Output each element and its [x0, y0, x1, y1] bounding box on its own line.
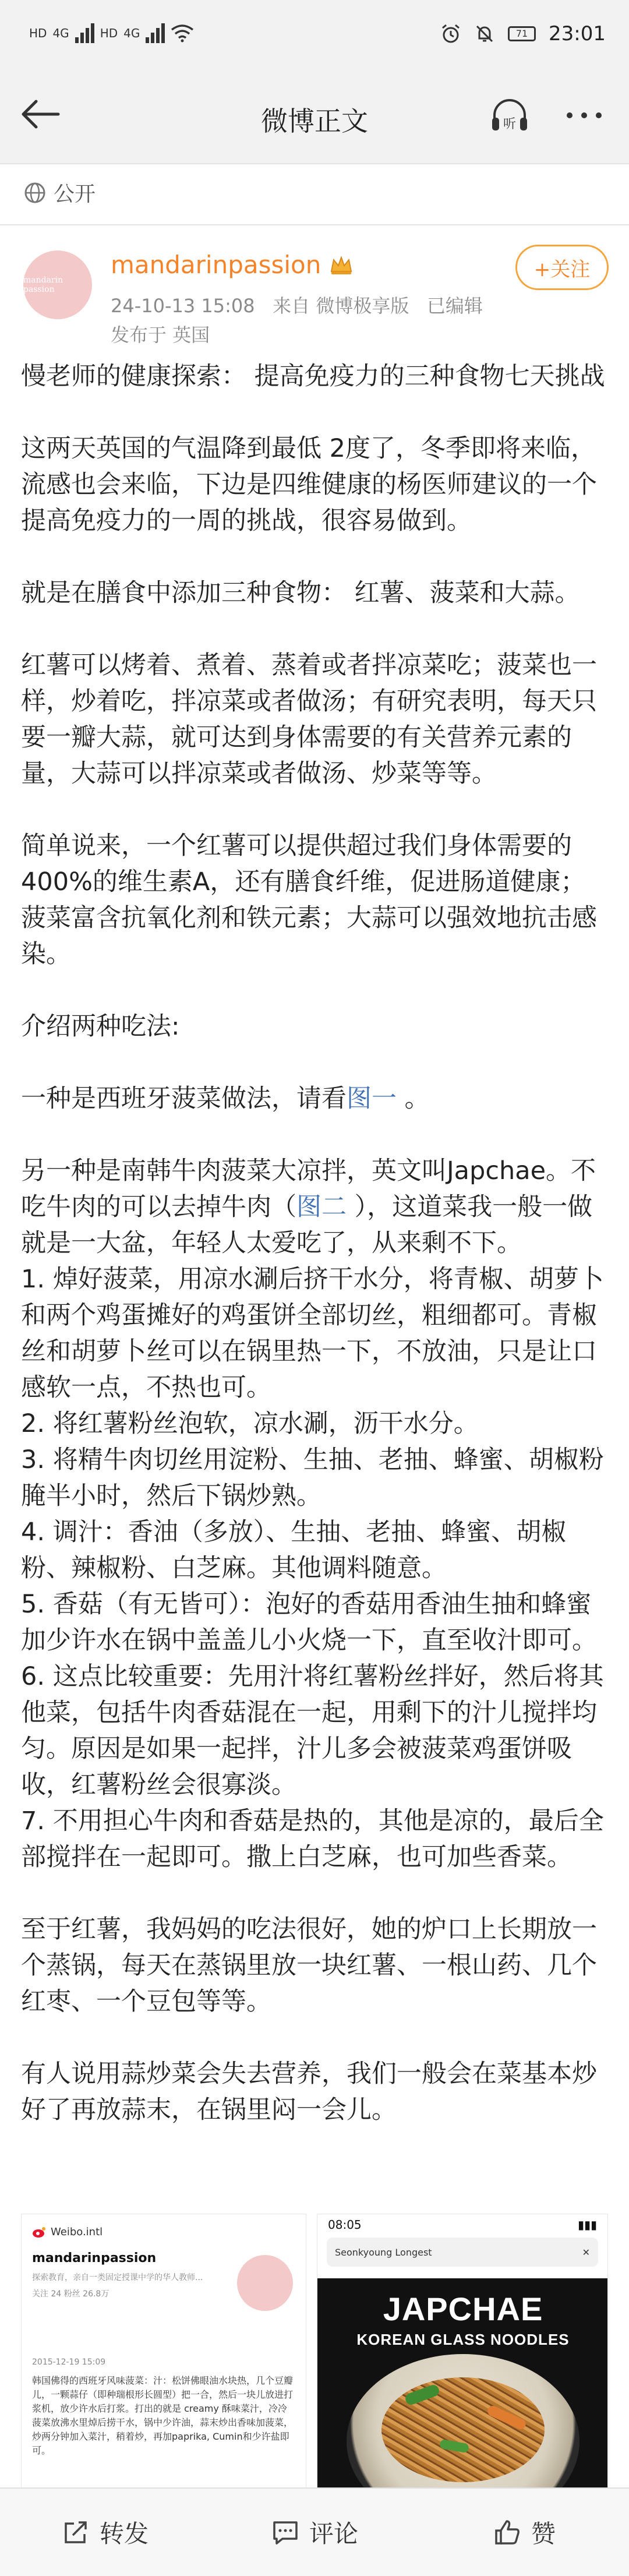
- image-one-link[interactable]: 图一: [347, 1084, 397, 1113]
- page-title: 微博正文: [261, 105, 368, 137]
- text: 另一种是南韩牛肉菠菜大凉拌，英文叫Japchae。不吃牛肉的可以去掉牛肉（: [21, 1156, 596, 1222]
- listen-label: 听: [503, 117, 517, 132]
- divider: [0, 224, 629, 225]
- inner-source: Seonkyoung Longest: [335, 2246, 432, 2258]
- author-avatar[interactable]: [23, 250, 92, 319]
- recipe-step: 5. 香菇（有无皆可）：泡好的香菇用香油生抽和蜂蜜加少许水在锅中盖盖儿小火烧一下，直至收汁即可。: [21, 1590, 597, 1655]
- avatar-text: mandarin passion: [23, 276, 63, 294]
- recipe-step: 1. 焯好菠菜，用凉水涮后挤干水分，将青椒、胡萝卜和两个鸡蛋摊好的鸡蛋饼全部切丝，粗细都可。青椒丝和胡萝卜丝可以在锅里热一下，不放油，只是让口感软一点，不热也可。: [21, 1265, 604, 1402]
- inner-status-bar: [317, 2214, 607, 2235]
- wifi-icon: [171, 24, 194, 43]
- post-source: 来自 微博极享版: [273, 295, 409, 317]
- comment-button[interactable]: [210, 2489, 419, 2576]
- paragraph: 红薯可以烤着、煮着、蒸着或者拌凉菜吃；菠菜也一样，炒着吃，拌凉菜或者做汤；有研究表明，每天只要一瓣大蒜，就可达到身体需要的有关营养元素的量，大蒜可以拌凉菜或者做汤、炒菜等等。: [21, 651, 597, 788]
- paragraph: 介绍两种吃法:: [21, 1012, 180, 1041]
- author-name-row[interactable]: [111, 250, 354, 279]
- alarm-icon: [440, 23, 461, 44]
- inner-title-bar: [327, 2238, 598, 2267]
- like-label: 赞: [531, 2519, 556, 2548]
- recipe-step: 2. 将红薯粉丝泡软，凉水涮，沥干水分。: [21, 1409, 479, 1438]
- japchae-subtitle: KOREAN GLASS NOODLES: [356, 2331, 570, 2348]
- photo-two[interactable]: [317, 2214, 608, 2517]
- bottom-action-bar: [0, 2487, 629, 2576]
- hd-label-2: HD: [100, 26, 118, 40]
- post-location: 发布于 英国: [111, 324, 210, 346]
- paragraph: [21, 1153, 609, 1261]
- paragraph: 有人说用蒜炒菜会失去营养，我们一般会在菜基本炒好了再放蒜末，在锅里闷一会儿。: [21, 2059, 597, 2125]
- profile-stats: 关注 24 粉丝 26.8万: [32, 2289, 109, 2299]
- weibo-app-label: [32, 2226, 295, 2238]
- more-options-icon[interactable]: [564, 110, 605, 121]
- photo-one[interactable]: [21, 2214, 306, 2517]
- battery-icon: 71: [508, 26, 536, 41]
- inner-signal: ▮▮▮: [577, 2218, 597, 2232]
- post-heading: 慢老师的健康探索： 提高免疫力的三种食物七天挑战: [21, 362, 605, 391]
- visibility-row: [23, 178, 96, 207]
- hd-label: HD: [29, 26, 47, 40]
- recipe-step: 7. 不用担心牛肉和香菇是热的，其他是凉的，最后全部搅拌在一起即可。撒上白芝麻，也可加些香菜。: [21, 1806, 604, 1872]
- post-meta: [111, 291, 483, 318]
- follow-button[interactable]: +关注: [515, 245, 609, 290]
- visibility-label: 公开: [54, 182, 96, 206]
- thumbs-up-icon: [493, 2518, 522, 2547]
- recipe-step: 3. 将精牛肉切丝用淀粉、生抽、老抽、蜂蜜、胡椒粉腌半小时，然后下锅炒熟。: [21, 1445, 604, 1511]
- paragraph: 至于红薯，我妈妈的吃法很好，她的炉口上长期放一个蒸锅，每天在蒸锅里放一块红薯、一根山药、几个红枣、一个豆包等等。: [21, 1915, 597, 2016]
- post-content: [21, 358, 609, 2128]
- author-name[interactable]: mandarinpassion: [111, 250, 321, 279]
- signal-icon: [75, 23, 94, 43]
- repost-button[interactable]: [0, 2489, 210, 2576]
- comment-label: 评论: [309, 2519, 358, 2548]
- inner-time: 08:05: [328, 2218, 362, 2232]
- text: 。: [397, 1084, 430, 1113]
- signal-icon-2: [146, 23, 165, 43]
- vip-crown-icon: [329, 254, 354, 276]
- paragraph: [21, 1081, 609, 1117]
- listen-headphones-icon[interactable]: [486, 92, 533, 139]
- noodles: [381, 2377, 545, 2482]
- profile-desc: 探索教育，亲自一类固定授课中学的华人教师...: [32, 2273, 203, 2282]
- network-label: 4G: [52, 26, 69, 40]
- paragraph: 这两天英国的气温降到最低 2度了，冬季即将来临，流感也会来临，下边是四维健康的杨医师建议的一个提高免疫力的一周的挑战，很容易做到。: [21, 434, 597, 535]
- nav-bar: [0, 70, 629, 163]
- inner-close-icon: ✕: [582, 2246, 590, 2258]
- photo-grid: [21, 2214, 608, 2517]
- divider: [0, 163, 629, 164]
- repost-icon: [61, 2518, 90, 2547]
- clock: 23:01: [549, 22, 606, 45]
- text: 一种是西班牙菠菜做法，请看: [21, 1084, 347, 1113]
- paragraph: 就是在膳食中添加三种食物： 红薯、菠菜和大蒜。: [21, 578, 580, 608]
- image-two-link[interactable]: 图二: [296, 1192, 347, 1222]
- mute-bell-icon: [474, 23, 495, 44]
- japchae-title: JAPCHAE: [383, 2291, 543, 2327]
- app-name: Weibo.intl: [51, 2226, 103, 2238]
- comment-icon: [271, 2518, 300, 2547]
- post-date: 2015-12-19 15:09: [32, 2358, 106, 2367]
- globe-icon: [23, 181, 47, 204]
- like-button[interactable]: [419, 2489, 629, 2576]
- text: ），这道菜我一般一做就是一大盆，年轻人太爱吃了，从来剩不下。: [21, 1192, 593, 1258]
- paragraph: 简单说来，一个红薯可以提供超过我们身体需要的400%的维生素A，还有膳食纤维，促进肠道健康；菠菜富含抗氧化剂和铁元素；大蒜可以强效地抗击感染。: [21, 831, 597, 969]
- repost-label: 转发: [99, 2519, 149, 2548]
- profile-avatar: [237, 2255, 293, 2311]
- weibo-logo-icon: [32, 2226, 46, 2238]
- network-label-2: 4G: [123, 26, 140, 40]
- recipe-step: 6. 这点比较重要：先用汁将红薯粉丝拌好，然后将其他菜，包括牛肉香菇混在一起，用剩下的汁儿搅拌均匀。原因是如果一起拌，汁儿多会被菠菜鸡蛋饼吸收，红薯粉丝会很寡淡。: [21, 1662, 604, 1799]
- post-text: 韩国佛得的西班牙风味菠菜：汁：松饼佛眼油水块热，几个豆瓣儿，一颗蒜仔（即种瑞根形长圆型）把一合，然后一块儿放进打浆机，放少许水后打浆。打出的就是 creamy 酥味菜汁，冷冷菠菜放沸水里焯后捞干水，锅中少许油，蒜末炒出香味加菠菜，炒两分钟加入菜汁，稍着炒，再加paprika, Cumin和少许盐即可。: [32, 2375, 294, 2456]
- profile-name: mandarinpassion: [32, 2251, 157, 2266]
- post-date: 24-10-13 15:08: [111, 295, 255, 317]
- status-right: [440, 22, 606, 45]
- status-left: [29, 23, 194, 43]
- recipe-step: 4. 调汁：香油（多放）、生抽、老抽、蜂蜜、胡椒粉、辣椒粉、白芝麻。其他调料随意。: [21, 1518, 567, 1583]
- edited-label: 已编辑: [426, 295, 483, 317]
